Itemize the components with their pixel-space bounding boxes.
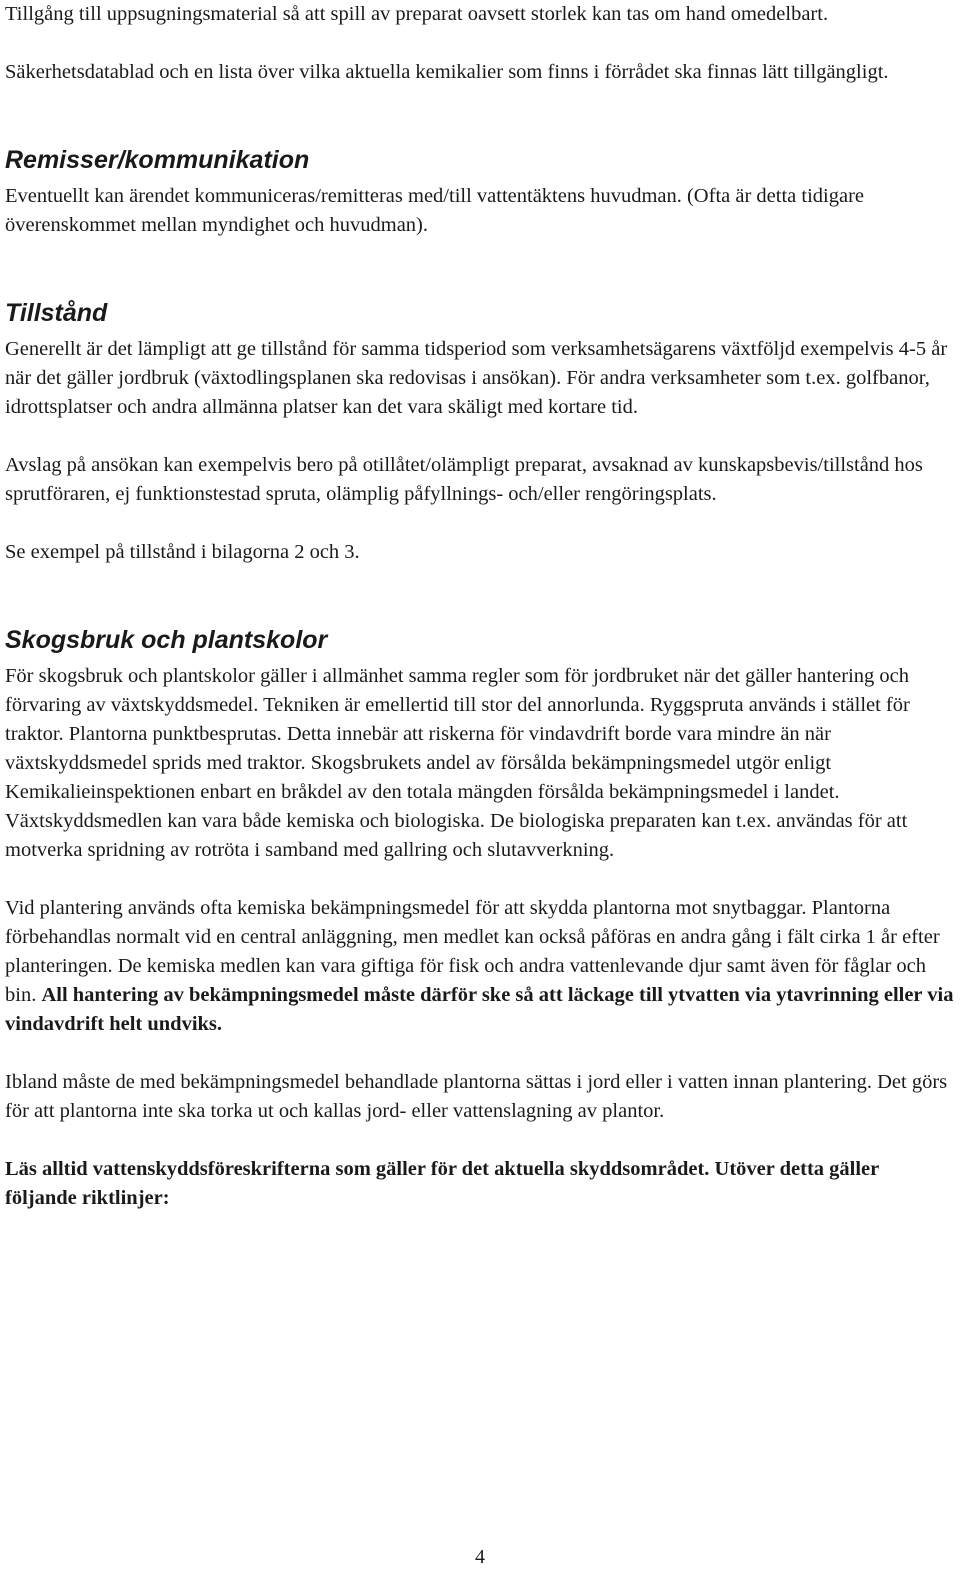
tillstand-paragraph-1: Generellt är det lämpligt att ge tillstånd för samma tidsperiod som verksamhetsägarens växtföljd exempelvis 4-5 år när det gäller jordbruk (växtodlingsplanen ska redovisas i ansökan). För andra verksamheter som t.ex. golfbanor, idrottsplatser och andra allmänna platser kan det vara skäligt med kortare tid. [5, 338, 948, 418]
skogsbruk-paragraph-2-text: Vid plantering används ofta kemiska bekämpningsmedel för att skydda plantorna mot snytbaggar. Plantorna förbehandlas normalt vid en central anläggning, men medlet kan också påföras en andra gång i fält cirka 1 år efter planteringen. De kemiska medlen kan vara giftiga för fisk och andra vattenlevande djur samt även för fåglar och bin. [5, 897, 940, 1006]
remisser-paragraph: Eventuellt kan ärendet kommuniceras/remitteras med/till vattentäktens huvudman. (Ofta är detta tidigare överenskommet mellan myndighet och huvudman). [5, 185, 864, 236]
intro-paragraph-1: Tillgång till uppsugningsmaterial så att spill av preparat oavsett storlek kan tas om hand omedelbart. [5, 3, 829, 25]
tillstand-paragraph-3: Se exempel på tillstånd i bilagorna 2 och 3. [5, 541, 360, 563]
skogsbruk-paragraph-2 [5, 894, 955, 1039]
skogsbruk-paragraph-3: Ibland måste de med bekämpningsmedel behandlade plantorna sättas i jord eller i vatten innan plantering. Det görs för att plantorna inte ska torka ut och kallas jord- eller vattenslagning av plantor. [5, 1071, 948, 1122]
heading-skogsbruk: Skogsbruk och plantskolor [5, 626, 328, 654]
document-page [5, 0, 955, 1213]
skogsbruk-paragraph-2-bold: All hantering av bekämpningsmedel måste därför ske så att läckage till ytvatten via ytavrinning eller via vindavdrift helt undviks. [5, 984, 954, 1035]
tillstand-paragraph-2: Avslag på ansökan kan exempelvis bero på otillåtet/olämpligt preparat, avsaknad av kunskapsbevis/tillstånd hos sprutföraren, ej funktionstestad spruta, olämplig påfyllnings- och/eller rengöringsplats. [5, 454, 923, 505]
intro-paragraph-2: Säkerhetsdatablad och en lista över vilka aktuella kemikalier som finns i förrådet ska finnas lätt tillgängligt. [5, 61, 889, 83]
page-number: 4 [475, 1546, 485, 1568]
skogsbruk-paragraph-1: För skogsbruk och plantskolor gäller i allmänhet samma regler som för jordbruket när det gäller hantering och förvaring av växtskyddsmedel. Tekniken är emellertid till stor del annorlunda. Ryggspruta används i stället för traktor. Plantorna punktbesprutas. Detta innebär att riskerna för vindavdrift borde vara mindre än när växtskyddsmedel sprids med traktor. Skogsbrukets andel av försålda bekämpningsmedel utgör enligt Kemikalieinspektionen enbart en bråkdel av den totala mängden försålda bekämpningsmedel i landet. Växtskyddsmedlen kan vara både kemiska och biologiska. De biologiska preparaten kan t.ex. användas för att motverka spridning av rotröta i samband med gallring och slutavverkning. [5, 665, 910, 861]
heading-remisser: Remisser/kommunikation [5, 146, 310, 174]
heading-tillstand: Tillstånd [5, 299, 108, 327]
skogsbruk-paragraph-4: Läs alltid vattenskyddsföreskrifterna som gäller för det aktuella skyddsområdet. Utöver detta gäller följande riktlinjer: [5, 1158, 879, 1209]
